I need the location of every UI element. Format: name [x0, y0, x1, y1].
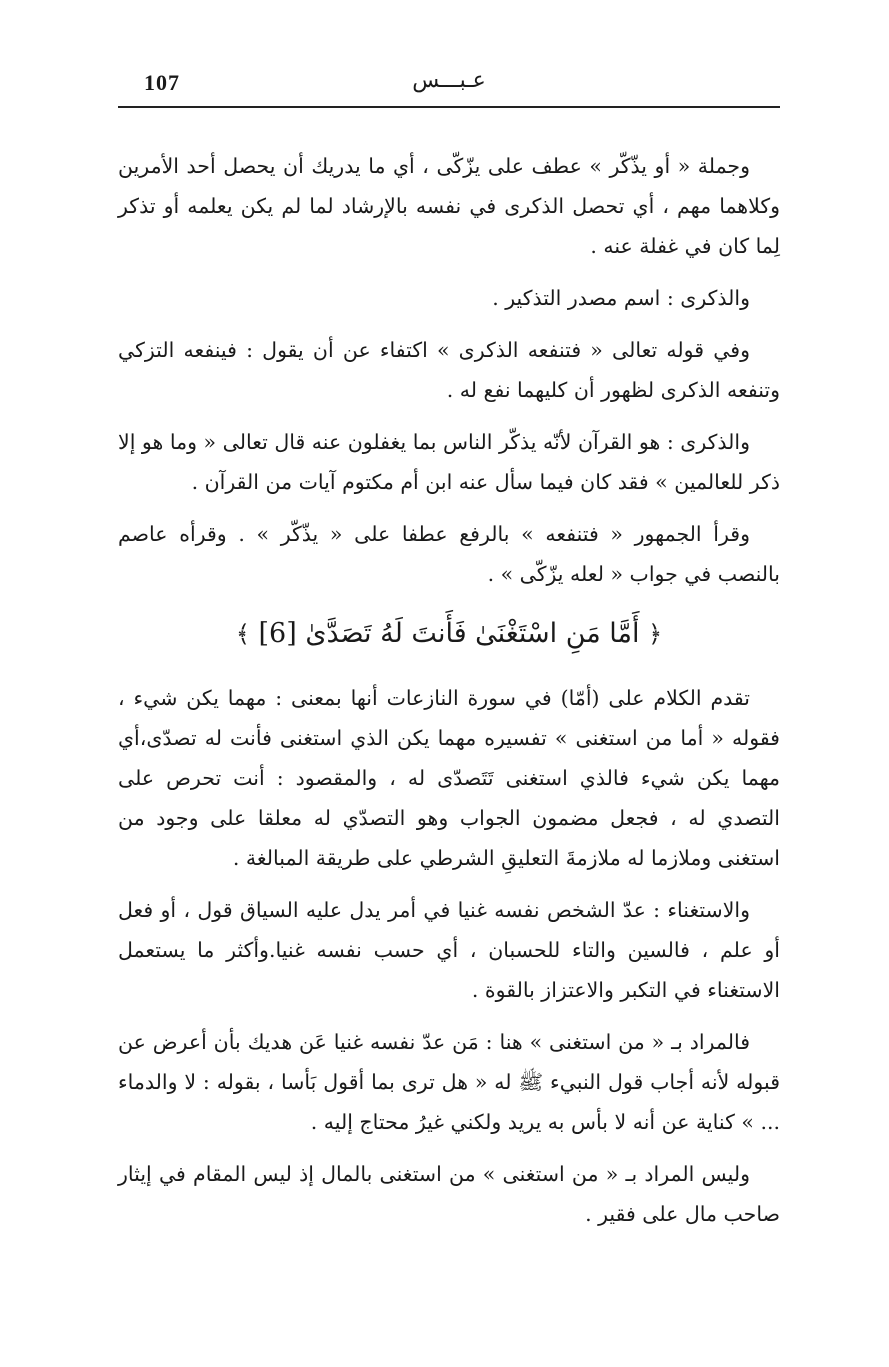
- paragraph: وجملة « أو يذّكّر » عطف على يزّكّى ، أي ما يدريك أن يحصل أحد الأمرين وكلاهما مهم ، أي تحصل الذكرى في نفسه بالإرشاد لما لم يكن يعلمه أو تذكر لِما كان في غفلة عنه .: [118, 154, 780, 258]
- verse-close-bracket: ﴾: [235, 620, 250, 648]
- verse-open-bracket: ﴿: [648, 620, 663, 648]
- paragraph: والذكرى : اسم مصدر التذكير .: [492, 286, 750, 310]
- paragraph: والاستغناء : عدّ الشخص نفسه غنيا في أمر يدل عليه السياق قول ، أو فعل أو علم ، فالسين والتاء للحسبان ، أي حسب نفسه غنيا.وأكثر ما يستعمل الاستغناء في التكبر والاعتزاز بالقوة .: [118, 898, 780, 1002]
- header-divider: [118, 106, 780, 108]
- paragraph: وفي قوله تعالى « فتنفعه الذكرى » اكتفاء عن أن يقول : فينفعه التزكي وتنفعه الذكرى لظهور أن كليهما نفع له .: [118, 338, 780, 402]
- paragraph: والذكرى : هو القرآن لأنّه يذكّر الناس بما يغفلون عنه قال تعالى « وما هو إلا ذكر للعالمين » فقد كان فيما سأل عنه ابن أم مكتوم آيات من القرآن .: [118, 430, 780, 494]
- page-body: [118, 146, 780, 1246]
- verse-text: أَمَّا مَنِ اسْتَغْنَىٰ فَأَنتَ لَهُ تَصَدَّىٰ [6]: [258, 618, 640, 649]
- paragraph: وقرأ الجمهور « فتنفعه » بالرفع عطفا على « يذّكّر » . وقرأه عاصم بالنصب في جواب « لعله يزّكّى » .: [118, 522, 780, 586]
- running-title: عـبـــس: [412, 68, 486, 93]
- quran-verse: [118, 612, 780, 656]
- page-number: 107: [144, 70, 180, 95]
- paragraph: فالمراد بـ « من استغنى » هنا : مَن عدّ نفسه غنيا عَن هديك بأن أعرض عن قبوله لأنه أجاب قول النبيء ﷺ له « هل ترى بما أقول بَأسا ، بقوله : لا والدماء ... » كناية عن أنه لا بأس به يريد ولكني غيرُ محتاج إليه .: [118, 1030, 780, 1134]
- paragraph: تقدم الكلام على (أمّا) في سورة النازعات أنها بمعنى : مهما يكن شيء ، فقوله « أما من استغنى » تفسيره مهما يكن الذي استغنى فأنت له تصدّى،أي مهما يكن شيء فالذي استغنى تَتَصدّى له ، والمقصود : أنت تحرص على التصدي له ، فجعل مضمون الجواب وهو التصدّي له معلقا على وجود من استغنى وملازما له ملازمةَ التعليقِ الشرطي على طريقة المبالغة .: [118, 686, 780, 870]
- paragraph: وليس المراد بـ « من استغنى » من استغنى بالمال إذ ليس المقام في إيثار صاحب مال على فقير .: [118, 1162, 780, 1226]
- page-header: [118, 64, 780, 104]
